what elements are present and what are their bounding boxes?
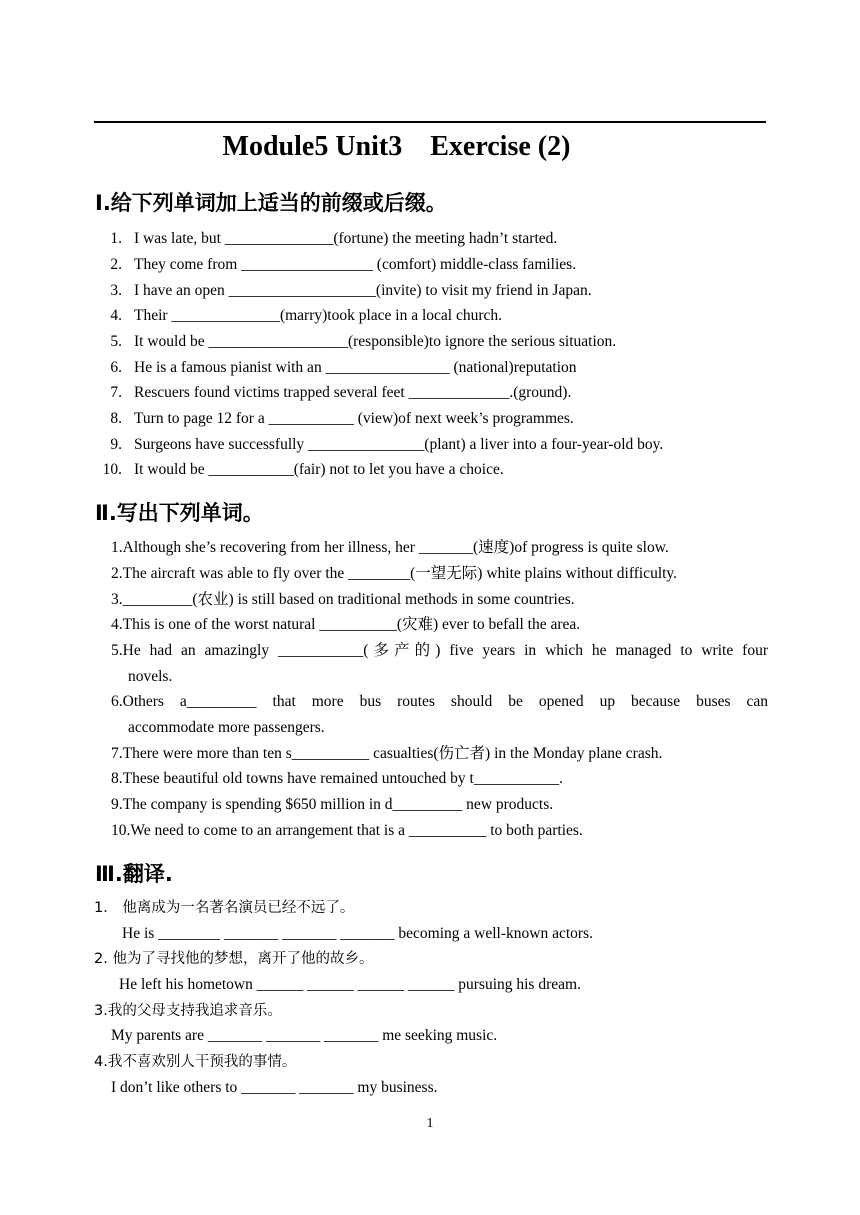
translation-english: My parents are _______ _______ _______ me seeking music. (111, 1027, 498, 1044)
exercise-2-item: 2.The aircraft was able to fly over the ________(一望无际) white plains without difficulty. (111, 565, 678, 582)
exercise-1-item: 8. Turn to page 12 for a ___________ (view)of next week’s programmes. (110, 410, 574, 427)
exercise-2-item: 3._________(农业) is still based on traditional methods in some countries. (111, 591, 575, 608)
exercise-1-item: 6. He is a famous pianist with an ________________ (national)reputation (110, 359, 577, 376)
exercise-2-item: 9.The company is spending $650 million in d_________ new products. (111, 796, 554, 813)
translation-chinese: 4.我不喜欢别人干预我的事情。 (94, 1054, 297, 1070)
exercise-1-item: 7. Rescuers found victims trapped several feet _____________.(ground). (110, 384, 572, 401)
exercise-1-item: 5. It would be __________________(responsible)to ignore the serious situation. (110, 333, 617, 350)
translation-chinese: 1． 他离成为一名著名演员已经不远了。 (94, 900, 355, 916)
translation-english: I don’t like others to _______ _______ my business. (111, 1079, 438, 1096)
exercise-2-item: 1.Although she’s recovering from her illness, her _______(速度)of progress is quite slow. (111, 539, 669, 556)
exercise-2-item: 6.Others a_________ that more bus routes should be opened up because buses can (111, 693, 768, 710)
page-number: 1 (426, 1116, 434, 1131)
exercise-1-item: 4. Their ______________(marry)took place in a local church. (110, 307, 503, 324)
translation-english: He left his hometown ______ ______ ______ ______ pursuing his dream. (119, 976, 581, 993)
exercise-1-item: 2. They come from _________________ (comfort) middle-class families. (110, 256, 577, 273)
translation-chinese: 3.我的父母支持我追求音乐。 (94, 1003, 282, 1019)
exercise-1-item: 9. Surgeons have successfully _______________(plant) a liver into a four-year-old boy. (110, 436, 664, 453)
exercise-1-item: 3. I have an open ___________________(invite) to visit my friend in Japan. (110, 282, 592, 299)
translation-english: He is ________ _______ _______ _______ becoming a well-known actors. (122, 925, 593, 942)
exercise-2-item: 8.These beautiful old towns have remained untouched by t___________. (111, 770, 563, 787)
exercise-2-item-continued: accommodate more passengers. (128, 719, 325, 736)
section-1-heading: Ⅰ.给下列单词加上适当的前缀或后缀。 (95, 191, 447, 215)
exercise-2-item: 10.We need to come to an arrangement that is a __________ to both parties. (111, 822, 583, 839)
translation-chinese: 2. 他为了寻找他的梦想，离开了他的故乡。 (94, 951, 374, 967)
section-2-heading: Ⅱ.写出下列单词。 (95, 501, 264, 525)
exercise-1-item: 10. It would be ___________(fair) not to let you have a choice. (102, 461, 504, 478)
exercise-2-item: 5.He had an amazingly ___________(多产的) five years in which he managed to write four (111, 642, 768, 659)
exercise-2-item: 4.This is one of the worst natural __________(灾难) ever to befall the area. (111, 616, 581, 633)
page-title: Module5 Unit3 Exercise (2) (222, 131, 571, 162)
section-3-heading: Ⅲ.翻译. (95, 862, 173, 886)
exercise-2-item: 7.There were more than ten s__________ casualties(伤亡者) in the Monday plane crash. (111, 745, 663, 762)
exercise-2-item-continued: novels. (128, 668, 173, 685)
exercise-1-item: 1. I was late, but ______________(fortune) the meeting hadn’t started. (110, 230, 558, 247)
header-rule (94, 121, 766, 123)
